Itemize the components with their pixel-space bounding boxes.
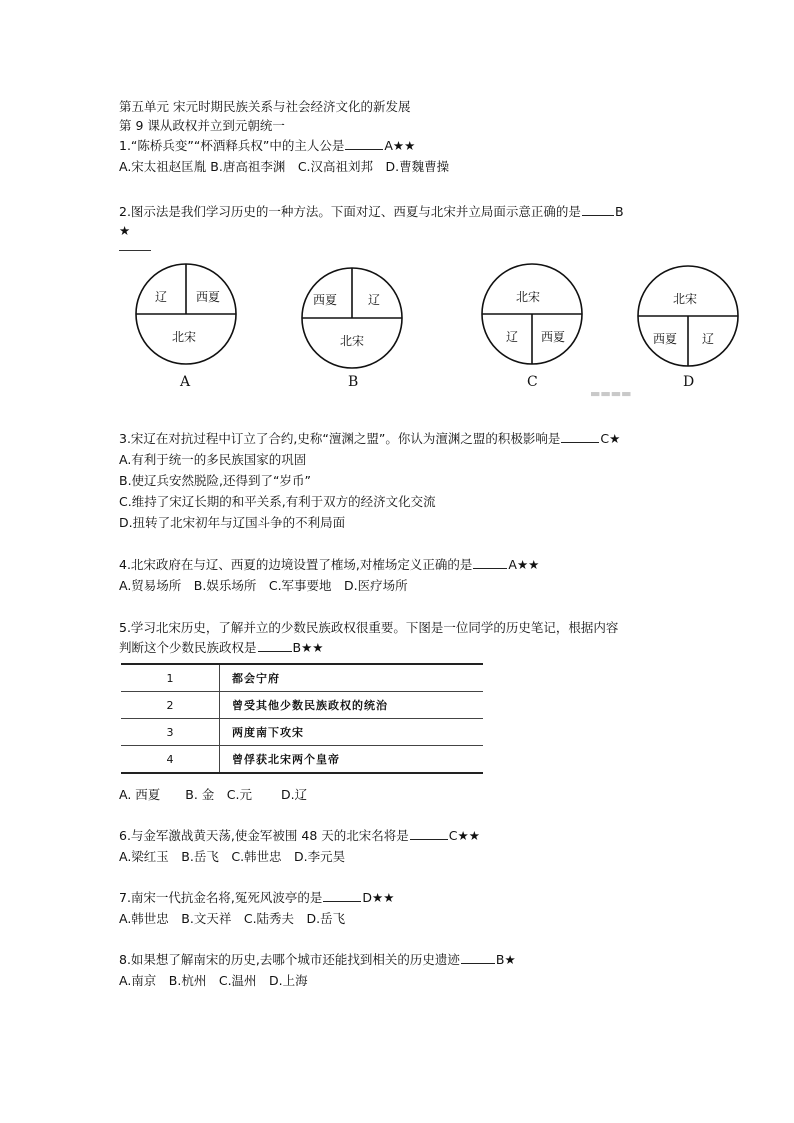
lesson-title: 第 9 课从政权并立到元朝统一 [119,118,285,133]
answer-blank [473,556,507,569]
question-3-answer: C★ [600,431,621,446]
row-text: 曾受其他少数民族政权的统治 [220,692,484,719]
question-8-answer: B★ [495,952,516,967]
question-1-stem: 1.“陈桥兵变”“杯酒释兵权”中的主人公是 [119,138,345,153]
question-3-option-c: C.维持了宋辽长期的和平关系,有利于双方的经济文化交流 [119,494,436,509]
question-5-stem-line2: 判断这个少数民族政权是 [119,640,257,655]
unit-title: 第五单元 宋元时期民族关系与社会经济文化的新发展 [119,99,411,114]
diagram-b-top-left: 西夏 [313,293,338,307]
question-6-answer: C★★ [448,828,480,843]
question-6 [119,827,480,845]
row-text: 曾俘获北宋两个皇帝 [220,746,484,774]
diagram-d-top: 北宋 [673,292,698,306]
table-row [121,692,483,719]
diagram-c-top: 北宋 [516,290,541,304]
diagram-c-letter: C [527,374,538,390]
answer-blank [561,430,599,443]
answer-blank [410,827,448,840]
question-3-stem: 3.宋辽在对抗过程中订立了合约,史称“澶渊之盟”。你认为澶渊之盟的积极影响是 [119,431,561,446]
divider [119,250,151,251]
diagram-a-letter: A [180,374,191,390]
question-7-answer: D★★ [362,890,395,905]
diagram-a-top-right: 西夏 [196,290,221,304]
question-7-stem: 7.南宋一代抗金名将,冤死风波亭的是 [119,890,323,905]
question-2 [119,203,624,221]
diagram-a [134,262,238,366]
question-5 [119,639,324,657]
question-3-option-b: B.使辽兵安然脱险,还得到了“岁币” [119,473,311,488]
row-text: 都会宁府 [220,664,484,692]
question-8 [119,951,516,969]
question-8-options: A.南京 B.杭州 C.温州 D.上海 [119,973,308,988]
question-4-stem: 4.北宋政府在与辽、西夏的边境设置了榷场,对榷场定义正确的是 [119,557,473,572]
question-8-stem: 8.如果想了解南宋的历史,去哪个城市还能找到相关的历史遗迹 [119,952,460,967]
question-2-stars: ★ [119,223,131,238]
history-notes-table [121,663,483,774]
diagram-d-bottom-right: 辽 [702,332,715,346]
answer-blank [345,137,383,150]
question-5-options: A. 西夏 B. 金 C.元 D.辽 [119,787,308,802]
diagram-b-bottom: 北宋 [340,334,365,348]
question-2-stem: 2.图示法是我们学习历史的一种方法。下面对辽、西夏与北宋并立局面示意正确的是 [119,204,581,219]
diagram-b [300,266,404,370]
row-number: 4 [121,746,220,774]
bleed-through-mark: ▬▬▬▬ [590,387,632,400]
question-3-option-d: D.扭转了北宋初年与辽国斗争的不利局面 [119,515,346,530]
question-1-options: A.宋太祖赵匡胤 B.唐高祖李渊 C.汉高祖刘邦 D.曹魏曹操 [119,159,450,174]
row-text: 两度南下攻宋 [220,719,484,746]
diagram-b-letter: B [348,374,359,390]
row-number: 3 [121,719,220,746]
answer-blank [461,951,495,964]
diagram-c-bottom-left: 辽 [506,330,519,344]
question-2-answer: B [614,204,624,219]
answer-blank [582,203,614,216]
table-row [121,746,483,774]
question-1 [119,137,415,155]
question-3-option-a: A.有利于统一的多民族国家的巩固 [119,452,307,467]
table-row [121,664,483,692]
diagram-c [480,262,584,366]
question-4 [119,556,539,574]
question-6-options: A.梁红玉 B.岳飞 C.韩世忠 D.李元昊 [119,849,346,864]
diagram-c-bottom-right: 西夏 [541,330,566,344]
question-5-stem-line1: 5.学习北宋历史，了解并立的少数民族政权很重要。下图是一位同学的历史笔记，根据内容 [119,620,619,635]
question-3 [119,430,620,448]
question-6-stem: 6.与金军激战黄天荡,使金军被围 48 天的北宋名将是 [119,828,409,843]
question-7-options: A.韩世忠 B.文天祥 C.陆秀夫 D.岳飞 [119,911,346,926]
question-4-options: A.贸易场所 B.娱乐场所 C.军事要地 D.医疗场所 [119,578,408,593]
diagram-row [0,262,794,402]
table-row [121,719,483,746]
diagram-d [636,264,740,368]
answer-blank [323,889,361,902]
row-number: 2 [121,692,220,719]
row-number: 1 [121,664,220,692]
answer-blank [258,639,292,652]
question-5-answer: B★★ [292,640,324,655]
question-4-answer: A★★ [508,557,540,572]
question-1-answer: A★★ [384,138,416,153]
diagram-a-top-left: 辽 [155,290,168,304]
diagram-d-letter: D [683,374,695,390]
diagram-b-top-right: 辽 [368,293,381,307]
diagram-a-bottom: 北宋 [172,330,197,344]
diagram-d-bottom-left: 西夏 [653,332,678,346]
question-7 [119,889,394,907]
